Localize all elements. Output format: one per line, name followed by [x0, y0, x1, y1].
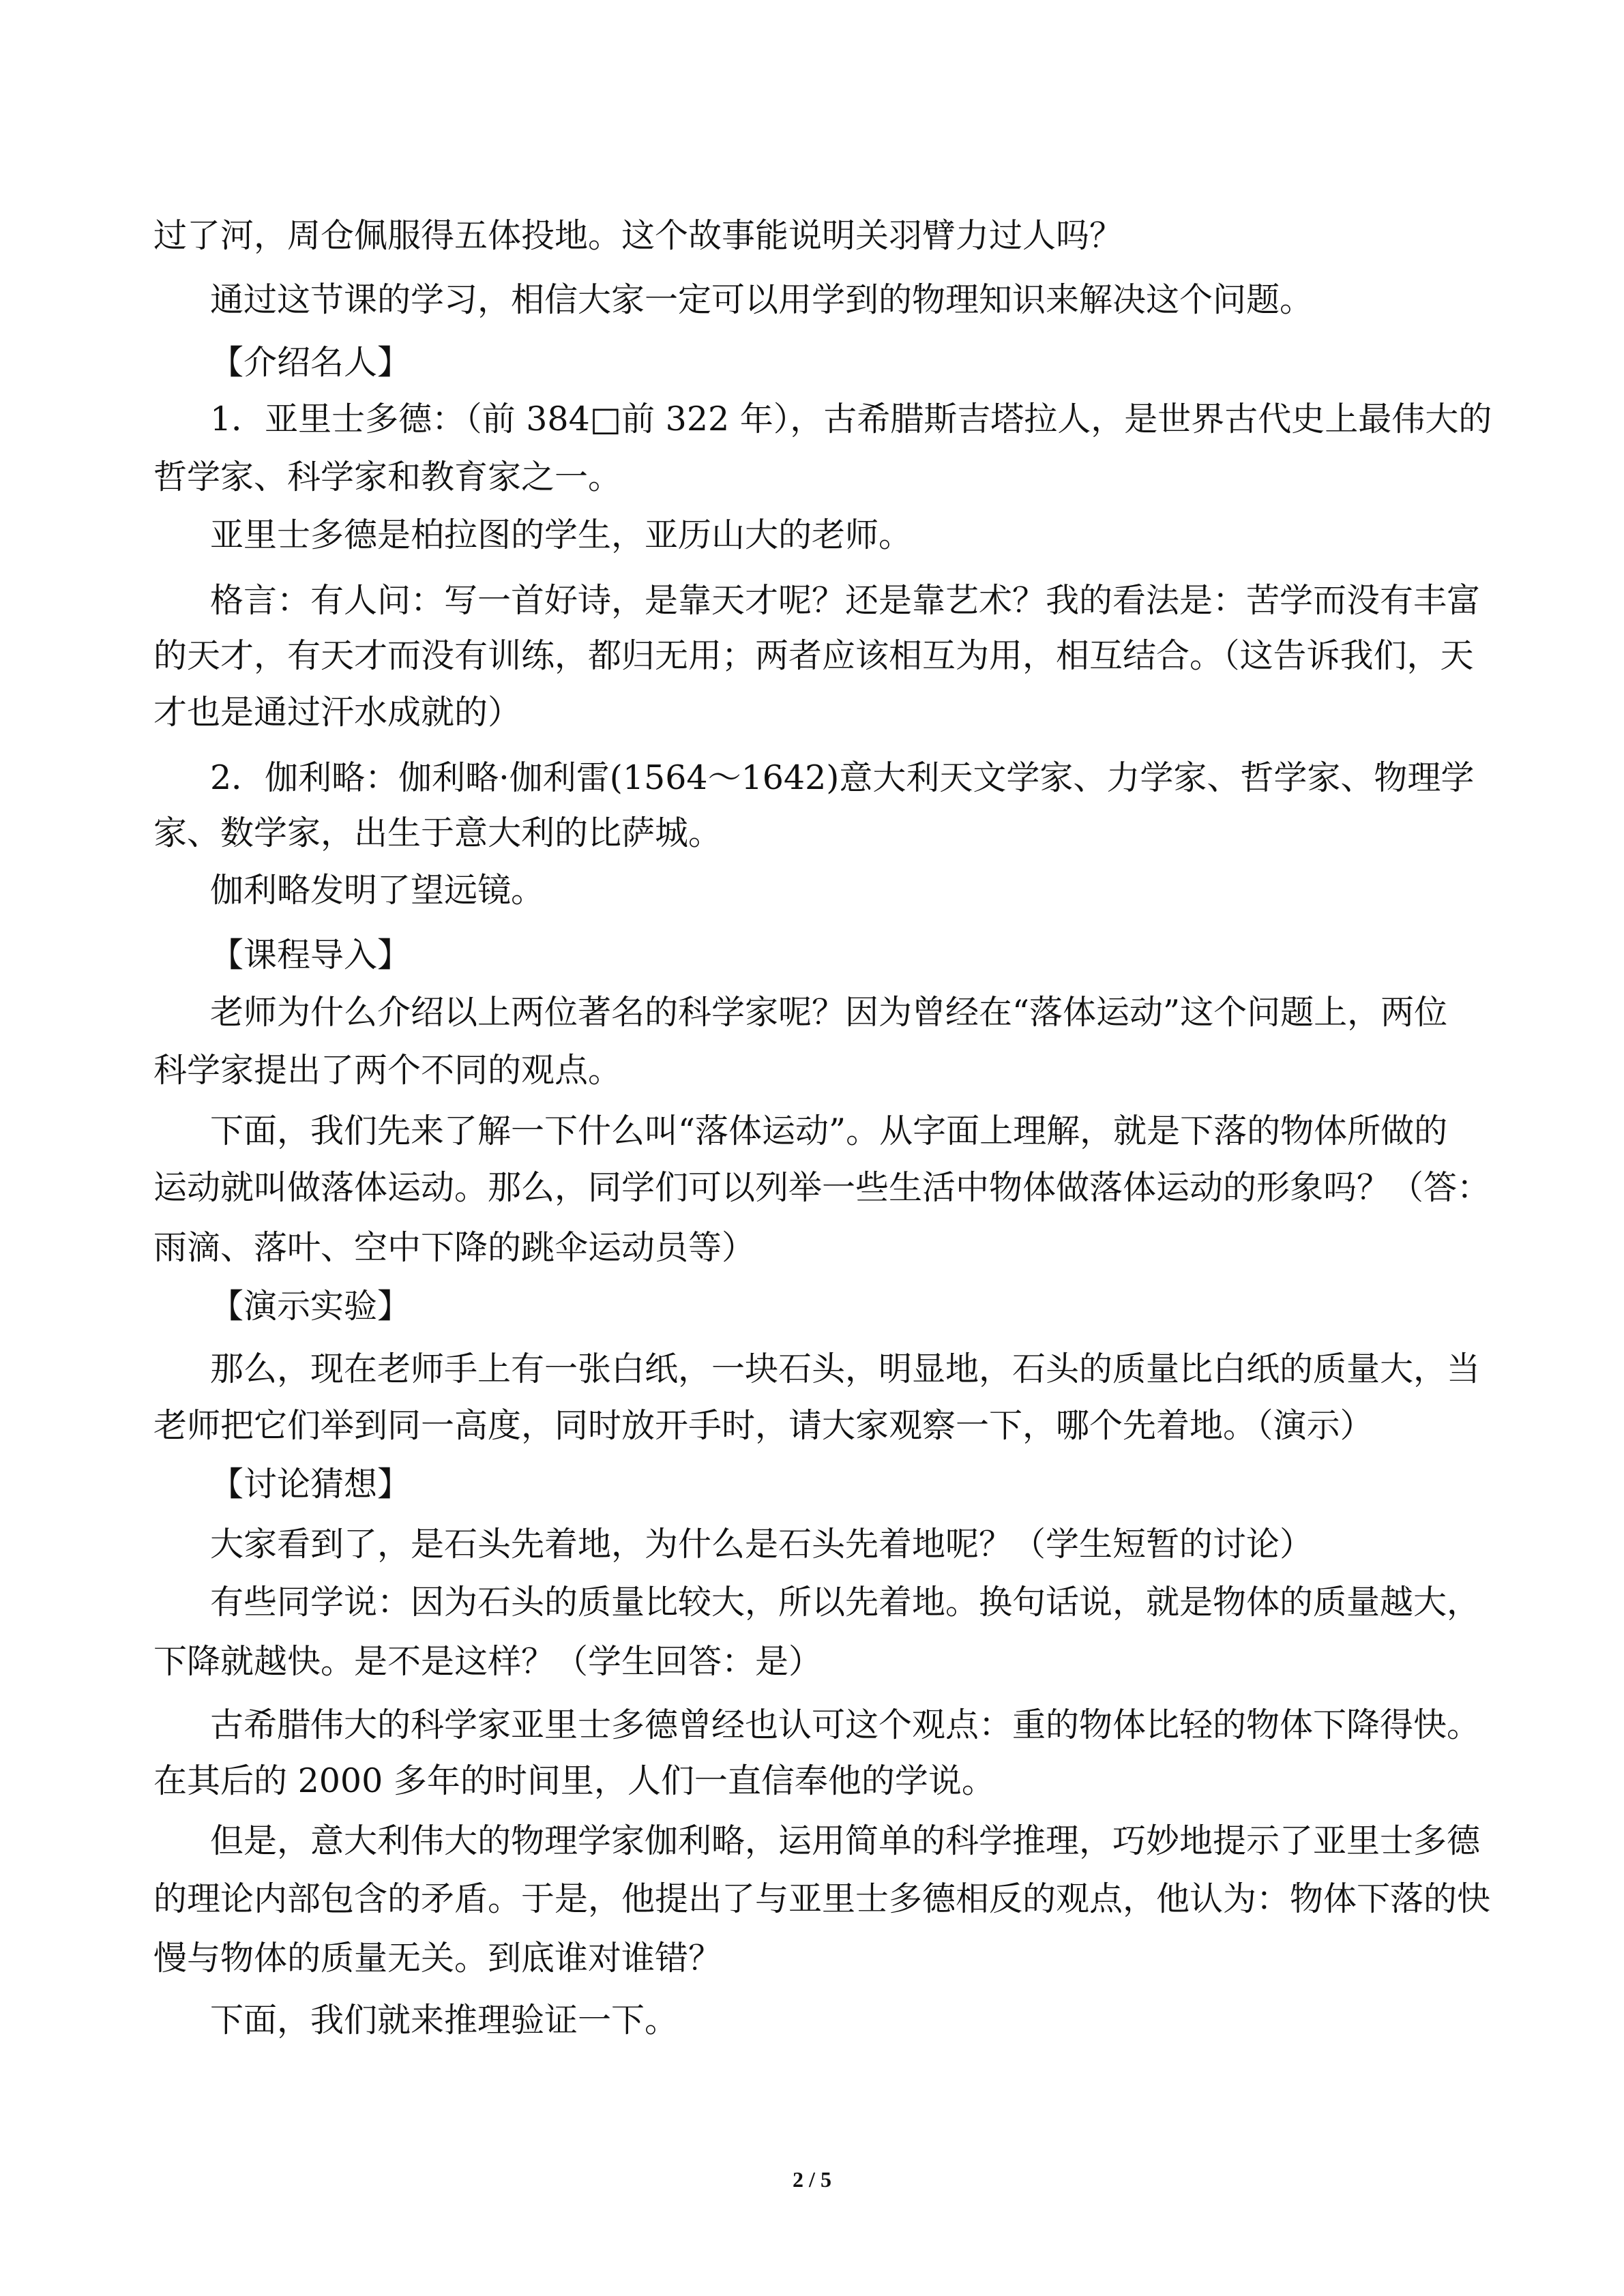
paragraph-line: 运动就叫做落体运动。那么，同学们可以列举一些生活中物体做落体运动的形象吗？（答：	[153, 1168, 1491, 1207]
paragraph-line: 通过这节课的学习，相信大家一定可以用学到的物理知识来解决这个问题。	[210, 280, 1314, 319]
paragraph-line: 格言：有人问：写一首好诗，是靠天才呢？还是靠艺术？我的看法是：苦学而没有丰富	[210, 581, 1481, 620]
paragraph-line: 过了河，周仓佩服得五体投地。这个故事能说明关羽臂力过人吗？	[153, 216, 1123, 255]
paragraph-line: 但是，意大利伟大的物理学家伽利略，运用简单的科学推理，巧妙地提示了亚里士多德	[210, 1821, 1481, 1860]
paragraph-line: 才也是通过汗水成就的）	[153, 693, 522, 732]
paragraph-line: 大家看到了，是石头先着地，为什么是石头先着地呢？（学生短暂的讨论）	[210, 1525, 1314, 1564]
paragraph-line: 家、数学家，出生于意大利的比萨城。	[153, 814, 722, 852]
paragraph-line: 伽利略发明了望远镜。	[210, 871, 545, 910]
section-heading-intro: 【介绍名人】	[210, 343, 411, 382]
paragraph-line: 亚里士多德是柏拉图的学生，亚历山大的老师。	[210, 516, 913, 554]
section-heading-lesson: 【课程导入】	[210, 936, 411, 974]
paragraph-line: 科学家提出了两个不同的观点。	[153, 1051, 622, 1090]
paragraph-line: 下面，我们先来了解一下什么叫“落体运动”。从字面上理解，就是下落的物体所做的	[210, 1112, 1448, 1150]
paragraph-line: 在其后的 2000 多年的时间里，人们一直信奉他的学说。	[153, 1761, 995, 1800]
paragraph-line: 哲学家、科学家和教育家之一。	[153, 458, 622, 496]
page-number: 2 / 5	[793, 2167, 831, 2192]
paragraph-line: 2．伽利略：伽利略·伽利雷(1564～1642)意大利天文学家、力学家、哲学家、物理学	[210, 758, 1475, 797]
paragraph-line: 雨滴、落叶、空中下降的跳伞运动员等）	[153, 1228, 756, 1267]
section-heading-demo: 【演示实验】	[210, 1287, 411, 1326]
paragraph-line: 下面，我们就来推理验证一下。	[210, 2001, 679, 2040]
section-heading-discuss: 【讨论猜想】	[210, 1465, 411, 1504]
paragraph-line: 有些同学说：因为石头的质量比较大，所以先着地。换句话说，就是物体的质量越大，	[210, 1583, 1481, 1622]
paragraph-line: 老师为什么介绍以上两位著名的科学家呢？因为曾经在“落体运动”这个问题上，两位	[210, 993, 1448, 1032]
paragraph-line: 1．亚里士多德：（前 384□前 322 年），古希腊斯吉塔拉人，是世界古代史上最伟大的	[210, 400, 1492, 438]
paragraph-line: 那么，现在老师手上有一张白纸，一块石头，明显地，石头的质量比白纸的质量大，当	[210, 1350, 1481, 1388]
paragraph-line: 的理论内部包含的矛盾。于是，他提出了与亚里士多德相反的观点，他认为：物体下落的快	[153, 1879, 1491, 1918]
paragraph-line: 的天才，有天才而没有训练，都归无用；两者应该相互为用，相互结合。（这告诉我们，天	[153, 636, 1474, 675]
paragraph-line: 老师把它们举到同一高度，同时放开手时，请大家观察一下，哪个先着地。（演示）	[153, 1406, 1374, 1445]
paragraph-line: 下降就越快。是不是这样？（学生回答：是）	[153, 1642, 823, 1681]
paragraph-line: 古希腊伟大的科学家亚里士多德曾经也认可这个观点：重的物体比轻的物体下降得快。	[210, 1705, 1481, 1744]
paragraph-line: 慢与物体的质量无关。到底谁对谁错？	[153, 1939, 722, 1978]
